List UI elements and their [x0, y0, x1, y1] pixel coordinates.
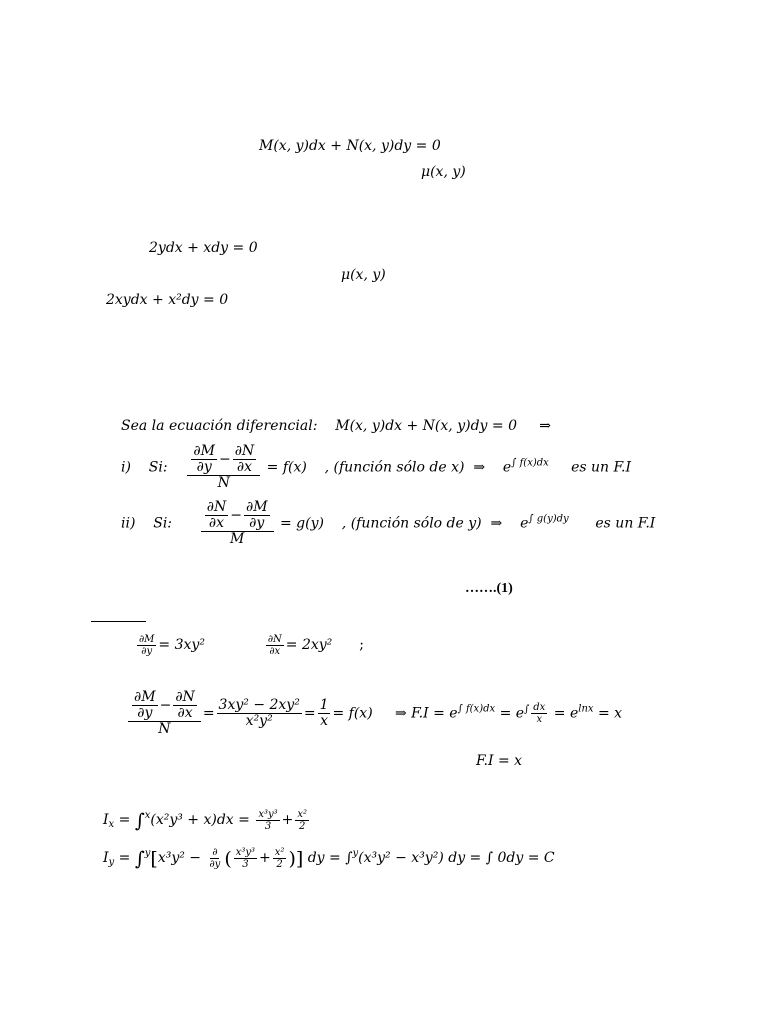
fi-exp2-den: x	[536, 713, 543, 725]
case-one-den: N	[217, 475, 230, 491]
case-one-fi-base: e	[502, 459, 512, 476]
reference-marker: …….(1)	[465, 581, 513, 596]
ratio-denominator: x²y²	[245, 713, 273, 729]
case-two-label: ii)	[121, 515, 136, 532]
case-two-num-b-d: ∂y	[249, 515, 265, 531]
case-one-note: , (función sólo de x)	[324, 459, 465, 476]
case-one: i) Si: $\frac{\partial M}{\partial y}$ − $\frac{\partial N}{\partial x}$ N = f(x) , (función sólo de x) ⇒ $e^{\int f(x)dx}$ es un F.I	[121, 443, 631, 491]
case-one-si: Si:	[148, 459, 168, 476]
iy-body1: x³y² −	[157, 850, 202, 866]
fi-result: F.I = x	[476, 753, 523, 769]
case-two-num-a: ∂N	[206, 499, 227, 515]
iy-sub: y	[108, 857, 115, 868]
partial-derivatives	[135, 630, 364, 660]
dm-num: ∂M	[139, 633, 155, 645]
case-one-label: i)	[121, 459, 131, 476]
case-one-fi-exp: ∫ f(x)dx	[511, 457, 549, 469]
exact-equation: M(x, y)dx + N(x, y)dy = 0	[259, 138, 441, 154]
iy-d-num: ∂	[212, 846, 218, 858]
fi-exp1: ∫ f(x)dx	[457, 703, 496, 715]
example-exact-equation: 2xydx + x²dy = 0	[106, 292, 229, 308]
section-divider	[91, 621, 146, 622]
ix-lhs: I	[103, 812, 109, 828]
case-two-note: , (función sólo de y)	[341, 515, 482, 532]
ix-integral: $I_x = \int^x(x^2y^3 + x)dx$ = $\frac{\text{x³y³}}{3}$ + $\frac{\text{x²}}{2}$	[103, 808, 308, 832]
fi-exp3: lnx	[578, 703, 594, 715]
ratio-fraction: $\frac{\partial M}{\partial y}$ − $\frac{\partial N}{\partial x}$ N	[128, 690, 201, 737]
implies-symbol: ⇒	[539, 418, 551, 434]
dn-den: ∂x	[269, 645, 281, 657]
ratio-computation: $\frac{\partial M}{\partial y}$ − $\frac{\partial N}{\partial x}$ N = $\frac{\text{3xy² − 2xy²}}{\text{x²y²}}$ = $\frac{1}{x}$ = f(x) ⇒ $F.I = e^{\int f(x)dx} = e^{\int \frac{dx}{x}}$ = $e^{lnx} = x$	[126, 690, 622, 737]
case-one-num-a-d: ∂y	[196, 459, 212, 475]
ix-frac1-den: 3	[264, 820, 272, 832]
theorem-equation: M(x, y)dx + N(x, y)dy = 0	[335, 418, 517, 434]
case-two-fi-exp: ∫ g(y)dy	[528, 513, 569, 525]
case-one-num-b: ∂N	[234, 443, 255, 459]
case-two: ii) Si: $\frac{\partial N}{\partial x}$ − $\frac{\partial M}{\partial y}$ M = g(y) , (función sólo de y) ⇒ $e^{\int g(y)dy}$ es un F.I	[121, 499, 656, 547]
iy-tail: dy = ∫	[307, 850, 353, 866]
ix-sub: x	[108, 819, 115, 830]
case-one-fraction: $\frac{\partial M}{\partial y}$ − $\frac{\partial N}{\partial x}$ N	[187, 444, 260, 491]
fx: = f(x)	[332, 705, 373, 722]
iy-lhs: I	[103, 850, 109, 866]
ratio-numerator: 3xy² − 2xy²	[218, 697, 300, 713]
case-one-suffix: es un F.I	[571, 459, 631, 476]
ix-frac2-num: x²	[297, 808, 308, 820]
iy-d-den: ∂y	[209, 858, 221, 870]
example-mu: μ(x, y)	[341, 267, 386, 283]
fi-text: F.I = e	[411, 705, 458, 722]
case-two-fi-base: e	[520, 515, 529, 532]
theorem-statement	[121, 418, 551, 434]
case-two-suffix: es un F.I	[595, 515, 656, 532]
fi-exp2-num: dx	[533, 701, 546, 713]
ix-body: (x²y³ + x)dx =	[150, 812, 250, 828]
iy-tail-sup: y	[352, 848, 359, 859]
example-equation: 2ydx + xdy = 0	[149, 240, 258, 256]
integrating-factor-symbol: μ(x, y)	[421, 164, 466, 180]
fi-end: = x	[597, 705, 623, 722]
theorem-label: Sea la ecuación diferencial:	[121, 418, 318, 434]
dm-value: = 3xy²	[158, 637, 205, 653]
dn-num: ∂N	[267, 633, 282, 645]
iy-sup: y	[144, 848, 151, 859]
case-two-num-b: ∂M	[245, 499, 268, 515]
ix-frac1-num: x³y³	[258, 808, 278, 820]
dn-value: = 2xy²	[285, 637, 333, 653]
case-two-num-a-d: ∂x	[208, 515, 225, 531]
separator: ;	[359, 637, 364, 653]
ix-sup: x	[144, 810, 151, 821]
case-one-num-a: ∂M	[193, 443, 215, 459]
case-two-fraction: $\frac{\partial N}{\partial x}$ − $\frac{\partial M}{\partial y}$ M	[201, 500, 274, 547]
case-two-den: M	[229, 531, 245, 547]
dm-den: ∂y	[141, 645, 153, 657]
one: 1	[319, 697, 329, 713]
x-den: x	[320, 713, 328, 729]
case-one-num-b-d: ∂x	[236, 459, 252, 475]
case-two-si: Si:	[153, 515, 173, 532]
iy-integral: $I_y = \int^y[x^3y^2$ − $\frac{\partial}{\partial y}$ ( $\frac{\text{x³y³}}{3}$ + $\frac{\text{x²}}{2}$ )] dy = ∫$^y$(x³y² − x³y²) dy = ∫ 0dy = C	[103, 846, 555, 870]
case-two-result: = g(y)	[280, 515, 324, 532]
ix-frac2-den: 2	[299, 820, 306, 832]
case-one-result: = f(x)	[266, 459, 307, 476]
iy-tail2: (x³y² − x³y²) dy = ∫ 0dy = C	[358, 850, 555, 866]
